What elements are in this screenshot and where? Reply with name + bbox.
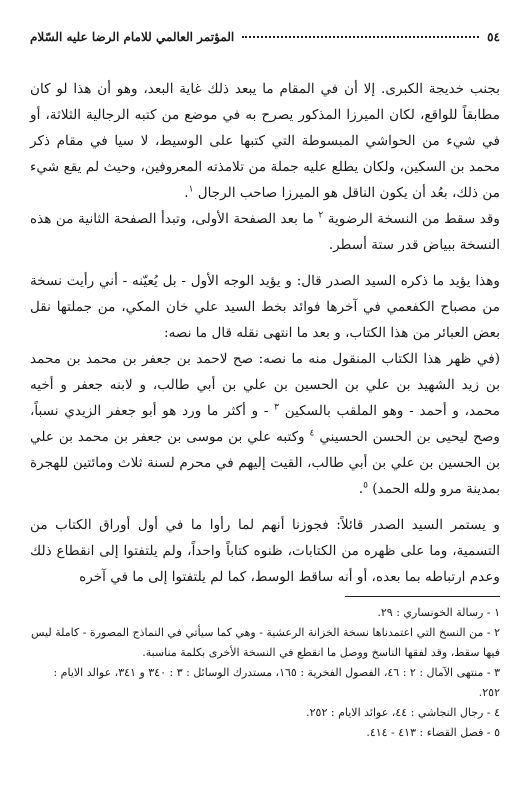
page-number: ٥٤ bbox=[487, 30, 500, 44]
paragraph-4: (في ظهر هذا الكتاب المنقول منه ما نصه: صح لاحمد بن جعفر بن محمد بن محمد بن زيد الشهيد بن علي بن الحسين بن علي بن أبي طالب، و لابنه جعفر و أخيه محمد، و أحمد - وهو الملقب بالسكين $^٣$ - و أكثر ما ورد هو أبو جعفر الزيدي نسباً، وصح ليحيى بن الحسن الحسيني $^٤$ وكتبه علي بن موسى بن جعفر بن محمد بن علي بن الحسين بن علي بن أبي طالب، القيت إليهم في محرم لسنة ثلاث ومائتين للهجرة بمدينة مرو ولله الحمد) $^٥$. bbox=[30, 351, 501, 497]
footnote-4: ٤ - رجال النجاشي : ٤٤، عوائد الايام : ٢٥٢. bbox=[306, 706, 500, 719]
paragraph-1: بجنب خديجة الكبرى. إلا أن في المقام ما يبعد ذلك غاية البعد، وهو أن هذا لو كان مطابقاً للواقع، لكان الميرزا المذكور يصرح به في موضع من كتبه الرجالية الثلاثة، أو في شيء من الحواشي المبسوطة التي كتبها على الوسيط، لا سيا في مقام ذكر محمد بن السكين، ولكان يطلع عليه جملة من تلامذته المعروفين، وحيث لم يقع شيء من ذلك، بعُد أن يكون الناقل هو الميرزا صاحب الرجال $^١$. bbox=[30, 81, 500, 201]
running-header bbox=[30, 30, 500, 44]
footnote-ref-5[interactable]: ٥ bbox=[363, 480, 368, 491]
paragraph-5: و يستمر السيد الصدر قائلاً: فجوزنا أنهم لما رأوا ما في أول أوراق الكتاب من التسمية، وما على ظهره من الكتابات، ظنوه كتاباً واحداً، ولم يلتفتوا إلى انقطاع ذلك وعدم ارتباطه بما بعده، أو أنه ساقط الوسط، كما لم يلتفتوا إلى ما في آخره bbox=[30, 517, 500, 585]
paragraph-2: وقد سقط من النسخة الرضوية $^٢$ ما بعد الصفحة الأولى، وتبدأ الصفحة الثانية من هذه النسخة ببياض قدر ستة أسطر. bbox=[30, 210, 500, 253]
footnote-separator bbox=[345, 596, 500, 597]
footnote-1: ١ - رسالة الخونساري : ٢٩. bbox=[377, 606, 500, 619]
paragraph-3: وهذا يؤيد ما ذكره السيد الصدر قال: و يؤيد الوجه الأول - بل يُعيّنه - أني رأيت نسخة من مصباح الكفعمي في آخرها فوائد بخط السيد علي خان المكي، من جملتها نقل بعض العبائر من هذا الكتاب، و بعد ما انتهى نقله قال ما نصه: bbox=[30, 273, 500, 341]
footnote-ref-2[interactable]: ٢ bbox=[318, 210, 324, 221]
running-title: المؤتمر العالمي للامام الرضا عليه السّلام bbox=[30, 30, 235, 44]
footnote-ref-4[interactable]: ٤ bbox=[309, 428, 315, 439]
header-dotted-leader bbox=[242, 36, 479, 38]
footnote-ref-3[interactable]: ٣ bbox=[274, 402, 279, 413]
footnote-3: ٣ - منتهى الآمال : ٢ : ٤٦، الفصول الفخرية : ١٦٥، مستدرك الوسائل : ٣ : ٣٤٠ و ٣٤١، عوالد الايام : ٢٥٢. bbox=[53, 666, 500, 699]
footnotes bbox=[30, 603, 500, 743]
footnote-2: ٢ - من النسخ التي اعتمدناها نسخة الخزانة الرعشية - وهي كما سيأتي في النماذج المصورة - كاملة ليس فيها سقط، وقد لفقها الناسخ ووصل ما انقطع في النسخة الأخرى بكلمة مناسبة. bbox=[31, 626, 500, 659]
body-text bbox=[30, 76, 500, 590]
footnote-5: ٥ - فصل القضاء : ٤١٣ - ٤١٤. bbox=[366, 726, 500, 739]
footnote-ref-1[interactable]: ١ bbox=[188, 184, 194, 195]
